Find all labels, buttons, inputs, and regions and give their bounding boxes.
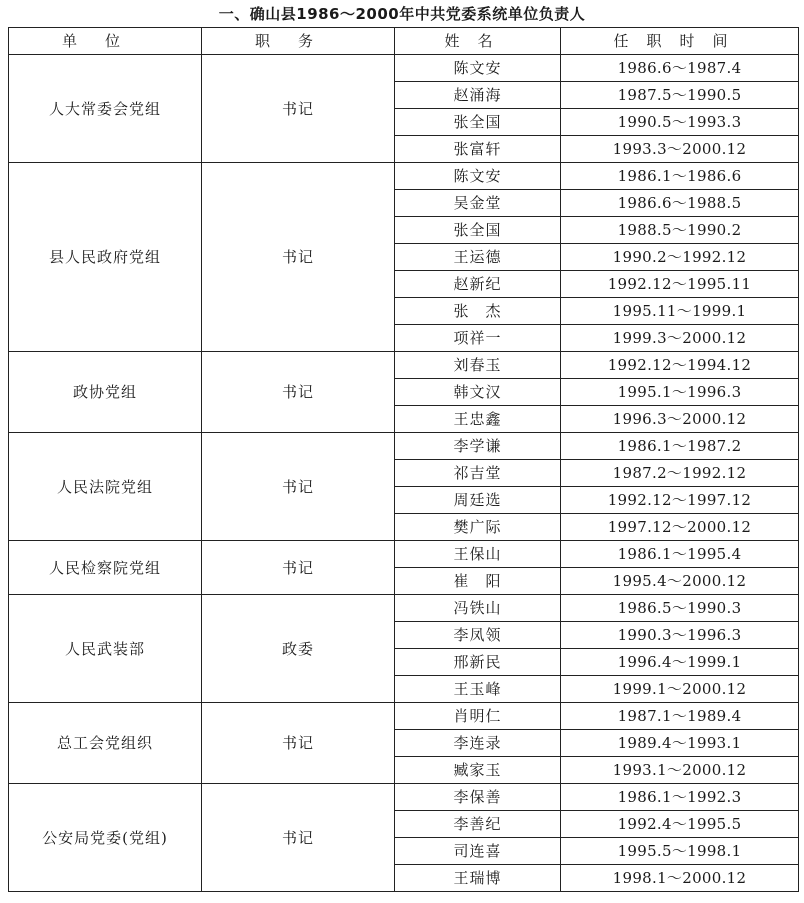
- table-header-row: [9, 28, 799, 55]
- leaders-table: [8, 27, 799, 892]
- name-cell: 祁吉堂: [395, 460, 561, 487]
- name-cell: 周廷选: [395, 487, 561, 514]
- term-cell: 1995.4～2000.12: [561, 568, 799, 595]
- name-cell: 樊广际: [395, 514, 561, 541]
- term-cell: 1986.1～1995.4: [561, 541, 799, 568]
- term-cell: 1995.5～1998.1: [561, 838, 799, 865]
- table-row: [9, 433, 799, 460]
- unit-cell: 人民法院党组: [9, 433, 202, 541]
- name-cell: 李凤领: [395, 622, 561, 649]
- term-cell: 1992.4～1995.5: [561, 811, 799, 838]
- term-cell: 1986.1～1986.6: [561, 163, 799, 190]
- header-name: 姓名: [395, 28, 561, 55]
- term-cell: 1995.1～1996.3: [561, 379, 799, 406]
- term-cell: 1986.5～1990.3: [561, 595, 799, 622]
- term-cell: 1992.12～1994.12: [561, 352, 799, 379]
- page-title: 一、确山县1986～2000年中共党委系统单位负责人: [218, 5, 586, 23]
- name-cell: 张全国: [395, 109, 561, 136]
- name-cell: 王瑞博: [395, 865, 561, 892]
- post-cell: 政委: [202, 595, 395, 703]
- unit-cell: 县人民政府党组: [9, 163, 202, 352]
- header-post: 职务: [202, 28, 395, 55]
- term-cell: 1988.5～1990.2: [561, 217, 799, 244]
- table-row: [9, 55, 799, 82]
- name-cell: 王保山: [395, 541, 561, 568]
- post-cell: 书记: [202, 352, 395, 433]
- table-row: [9, 541, 799, 568]
- name-cell: 陈文安: [395, 55, 561, 82]
- name-cell: 崔 阳: [395, 568, 561, 595]
- header-unit: 单位: [9, 28, 202, 55]
- table-row: [9, 703, 799, 730]
- term-cell: 1992.12～1997.12: [561, 487, 799, 514]
- table-row: [9, 784, 799, 811]
- name-cell: 冯铁山: [395, 595, 561, 622]
- term-cell: 1993.3～2000.12: [561, 136, 799, 163]
- term-cell: 1990.5～1993.3: [561, 109, 799, 136]
- term-cell: 1998.1～2000.12: [561, 865, 799, 892]
- table-row: [9, 163, 799, 190]
- name-cell: 刘春玉: [395, 352, 561, 379]
- name-cell: 张全国: [395, 217, 561, 244]
- name-cell: 吴金堂: [395, 190, 561, 217]
- name-cell: 韩文汉: [395, 379, 561, 406]
- term-cell: 1990.2～1992.12: [561, 244, 799, 271]
- name-cell: 王运德: [395, 244, 561, 271]
- unit-cell: 公安局党委(党组): [9, 784, 202, 892]
- header-term: 任职时间: [561, 28, 799, 55]
- post-cell: 书记: [202, 433, 395, 541]
- term-cell: 1986.1～1992.3: [561, 784, 799, 811]
- name-cell: 邢新民: [395, 649, 561, 676]
- name-cell: 项祥一: [395, 325, 561, 352]
- name-cell: 李连录: [395, 730, 561, 757]
- name-cell: 李保善: [395, 784, 561, 811]
- post-cell: 书记: [202, 784, 395, 892]
- term-cell: 1999.1～2000.12: [561, 676, 799, 703]
- table-row: [9, 352, 799, 379]
- term-cell: 1992.12～1995.11: [561, 271, 799, 298]
- term-cell: 1996.3～2000.12: [561, 406, 799, 433]
- term-cell: 1989.4～1993.1: [561, 730, 799, 757]
- name-cell: 李善纪: [395, 811, 561, 838]
- table-row: [9, 595, 799, 622]
- unit-cell: 人民检察院党组: [9, 541, 202, 595]
- term-cell: 1987.1～1989.4: [561, 703, 799, 730]
- name-cell: 王忠鑫: [395, 406, 561, 433]
- term-cell: 1990.3～1996.3: [561, 622, 799, 649]
- term-cell: 1999.3～2000.12: [561, 325, 799, 352]
- post-cell: 书记: [202, 163, 395, 352]
- term-cell: 1987.2～1992.12: [561, 460, 799, 487]
- term-cell: 1996.4～1999.1: [561, 649, 799, 676]
- term-cell: 1995.11～1999.1: [561, 298, 799, 325]
- unit-cell: 政协党组: [9, 352, 202, 433]
- term-cell: 1986.6～1988.5: [561, 190, 799, 217]
- term-cell: 1986.6～1987.4: [561, 55, 799, 82]
- unit-cell: 人民武装部: [9, 595, 202, 703]
- unit-cell: 总工会党组织: [9, 703, 202, 784]
- name-cell: 臧家玉: [395, 757, 561, 784]
- post-cell: 书记: [202, 703, 395, 784]
- name-cell: 张富轩: [395, 136, 561, 163]
- term-cell: 1993.1～2000.12: [561, 757, 799, 784]
- name-cell: 张 杰: [395, 298, 561, 325]
- post-cell: 书记: [202, 55, 395, 163]
- name-cell: 李学谦: [395, 433, 561, 460]
- unit-cell: 人大常委会党组: [9, 55, 202, 163]
- post-cell: 书记: [202, 541, 395, 595]
- term-cell: 1986.1～1987.2: [561, 433, 799, 460]
- term-cell: 1987.5～1990.5: [561, 82, 799, 109]
- name-cell: 陈文安: [395, 163, 561, 190]
- name-cell: 赵涌海: [395, 82, 561, 109]
- name-cell: 赵新纪: [395, 271, 561, 298]
- name-cell: 肖明仁: [395, 703, 561, 730]
- term-cell: 1997.12～2000.12: [561, 514, 799, 541]
- table-body: [9, 55, 799, 892]
- name-cell: 王玉峰: [395, 676, 561, 703]
- name-cell: 司连喜: [395, 838, 561, 865]
